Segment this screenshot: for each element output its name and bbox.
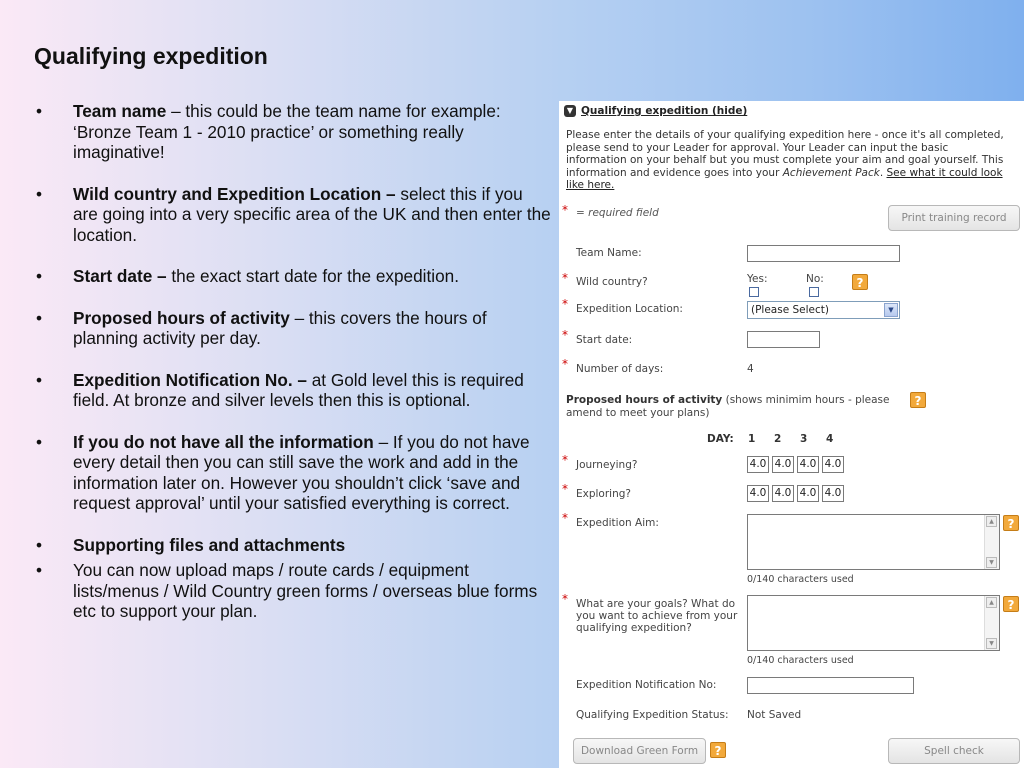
bullet-team-name xyxy=(36,101,551,163)
expedition-status-value: Not Saved xyxy=(747,709,802,721)
scroll-down-icon[interactable]: ▼ xyxy=(986,557,997,568)
journeying-day2-input[interactable]: 4.0 xyxy=(772,456,794,473)
bullet-heading: Wild country and Expedition Location – xyxy=(73,183,396,204)
exploring-label: Exploring? xyxy=(576,488,631,500)
required-star: * xyxy=(562,203,568,217)
goals-scrollbar[interactable] xyxy=(984,596,999,650)
day-number: 2 xyxy=(774,433,782,445)
help-icon[interactable]: ? xyxy=(852,274,868,290)
proposed-hours-title: Proposed hours of activity xyxy=(566,394,723,406)
bullet-heading: Team name xyxy=(73,101,167,121)
goals-label: What are your goals? What do you want to achieve from your qualifying expedition? xyxy=(576,598,738,634)
scroll-up-icon[interactable]: ▲ xyxy=(986,516,997,527)
scroll-up-icon[interactable]: ▲ xyxy=(986,597,997,608)
number-of-days-value: 4 xyxy=(747,363,754,375)
help-icon[interactable]: ? xyxy=(1003,596,1019,612)
bullet-text: – If you do not have every detail then you can still save the work and add in the information later on. However you shouldn’t click ‘save and request approval’ until your satisfied everything is correct. xyxy=(73,431,530,513)
team-name-input[interactable] xyxy=(747,245,900,262)
form-intro xyxy=(566,129,1006,192)
bullet-text: at Gold level this is required field. At bronze and silver levels then this is optional. xyxy=(73,369,524,410)
bullet-heading: If you do not have all the information xyxy=(73,431,374,452)
exploring-day3-input[interactable]: 4.0 xyxy=(797,485,819,502)
goals-character-counter: 0/140 characters used xyxy=(747,655,854,666)
number-of-days-label: Number of days: xyxy=(576,363,664,375)
exploring-day4-input[interactable]: 4.0 xyxy=(822,485,844,502)
notification-number-input[interactable] xyxy=(747,677,914,694)
notification-number-label: Expedition Notification No: xyxy=(576,679,717,691)
chevron-down-icon[interactable]: ▼ xyxy=(884,303,898,317)
help-icon[interactable]: ? xyxy=(710,742,726,758)
expedition-location-label: Expedition Location: xyxy=(576,303,683,315)
slide-title: Qualifying expedition xyxy=(34,43,268,69)
required-star: * xyxy=(562,328,568,342)
help-icon[interactable]: ? xyxy=(910,392,926,408)
day-number: 4 xyxy=(826,433,834,445)
expedition-location-select[interactable] xyxy=(747,301,900,319)
required-star: * xyxy=(562,511,568,525)
bullet-start-date xyxy=(36,266,551,287)
goals-textarea[interactable] xyxy=(747,595,1000,651)
bullet-heading: Proposed hours of activity xyxy=(73,307,290,328)
bullet-heading: Expedition Notification No. – xyxy=(73,369,307,390)
bullet-proposed-hours xyxy=(36,308,551,349)
bullet-wild-country xyxy=(36,184,551,246)
day-label: DAY: xyxy=(707,433,734,445)
required-star: * xyxy=(562,482,568,496)
expedition-aim-textarea[interactable] xyxy=(747,514,1000,570)
journeying-day4-input[interactable]: 4.0 xyxy=(822,456,844,473)
start-date-input[interactable] xyxy=(747,331,820,348)
expedition-form-panel xyxy=(559,101,1024,768)
achievement-pack-text: Achievement Pack xyxy=(782,166,880,179)
bullet-text: select this if you are going into a very specific area of the UK and then enter the location. xyxy=(73,183,551,245)
required-note: = required field xyxy=(576,207,659,219)
bullet-heading: Start date – xyxy=(73,266,167,286)
proposed-hours-note: (shows minimim hours - please amend to meet your plans) xyxy=(566,394,890,419)
day-number: 1 xyxy=(748,433,756,445)
start-date-label: Start date: xyxy=(576,334,633,346)
journeying-day3-input[interactable]: 4.0 xyxy=(797,456,819,473)
day-number: 3 xyxy=(800,433,808,445)
hide-section-link[interactable]: Qualifying expedition (hide) xyxy=(581,105,748,117)
team-name-label: Team Name: xyxy=(576,247,642,259)
no-label: No: xyxy=(806,273,824,285)
intro-text: Please enter the details of your qualifying expedition here - once it's all completed, please send to your Leader for approval. Your Leader can input the basic information on your behalf but you must complete your aim and goal yourself. This information and evidence goes into your xyxy=(566,129,1004,179)
aim-scrollbar[interactable] xyxy=(984,515,999,569)
form-header[interactable] xyxy=(564,105,747,117)
required-star: * xyxy=(562,357,568,371)
bullet-notification-no xyxy=(36,370,551,411)
yes-label: Yes: xyxy=(747,273,768,285)
proposed-hours-heading xyxy=(566,394,896,419)
download-green-form-button[interactable]: Download Green Form xyxy=(573,738,706,764)
required-star: * xyxy=(562,271,568,285)
bullet-text: You can now upload maps / route cards / equipment lists/menus / Wild Country green forms / overseas blue forms etc to support your plan. xyxy=(73,560,538,621)
expedition-aim-label: Expedition Aim: xyxy=(576,517,659,529)
bullet-upload-maps xyxy=(36,560,551,622)
expedition-status-label: Qualifying Expedition Status: xyxy=(576,709,729,721)
print-training-record-button[interactable]: Print training record xyxy=(888,205,1020,231)
collapse-triangle-icon[interactable]: ▼ xyxy=(564,105,576,117)
intro-punctuation: . xyxy=(879,166,887,179)
bullet-heading: Supporting files and attachments xyxy=(73,534,346,555)
bullet-text: the exact start date for the expedition. xyxy=(166,266,459,286)
help-icon[interactable]: ? xyxy=(1003,515,1019,531)
bullet-list xyxy=(36,101,551,622)
bullet-missing-info xyxy=(36,432,551,514)
aim-character-counter: 0/140 characters used xyxy=(747,574,854,585)
required-star: * xyxy=(562,453,568,467)
scroll-down-icon[interactable]: ▼ xyxy=(986,638,997,649)
exploring-day1-input[interactable]: 4.0 xyxy=(747,485,769,502)
wild-country-label: Wild country? xyxy=(576,276,648,288)
journeying-label: Journeying? xyxy=(576,459,638,471)
required-star: * xyxy=(562,592,568,606)
bullet-text: – this covers the hours of planning activity per day. xyxy=(73,307,487,348)
see-example-link[interactable]: See what it could look like here. xyxy=(566,166,1003,191)
spell-check-button[interactable]: Spell check xyxy=(888,738,1020,764)
bullet-supporting-files xyxy=(36,535,551,556)
wild-country-yes-checkbox[interactable] xyxy=(749,287,759,297)
bullet-text: – this could be the team name for example: ‘Bronze Team 1 - 2010 practice’ or something really imaginative! xyxy=(73,101,501,162)
expedition-location-value: (Please Select) xyxy=(751,304,829,316)
wild-country-no-checkbox[interactable] xyxy=(809,287,819,297)
journeying-day1-input[interactable]: 4.0 xyxy=(747,456,769,473)
exploring-day2-input[interactable]: 4.0 xyxy=(772,485,794,502)
required-star: * xyxy=(562,297,568,311)
